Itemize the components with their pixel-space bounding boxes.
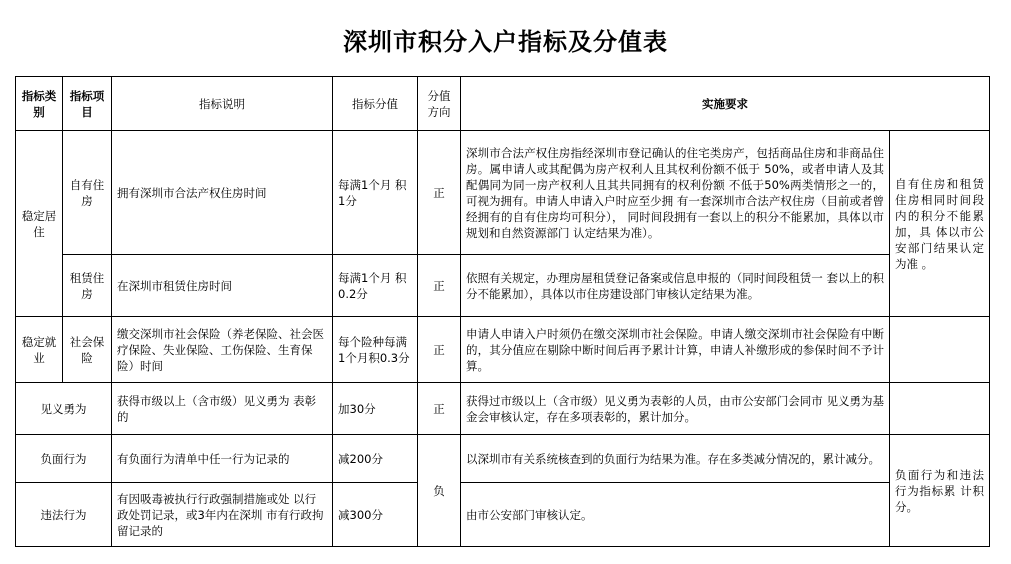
description-social-insurance: 缴交深圳市社会保险（养老保险、社会医疗保险、失业保险、工伤保险、生育保险）时间 <box>112 317 333 383</box>
table-row <box>16 131 990 255</box>
score-table <box>15 76 990 547</box>
direction-own-house: 正 <box>418 131 461 255</box>
item-own-house: 自有住房 <box>63 131 112 255</box>
blank-cell <box>890 317 990 383</box>
requirement-illegal: 由市公安部门审核认定。 <box>461 483 890 547</box>
group-stable-employment: 稳定就业 <box>16 317 63 383</box>
blank-cell <box>890 383 990 435</box>
direction-rent-house: 正 <box>418 255 461 317</box>
score-negative: 减200分 <box>333 435 418 483</box>
negative-note: 负面行为和违法行为指标累 计积分。 <box>890 435 990 547</box>
group-stable-residence: 稳定居住 <box>16 131 63 317</box>
score-bravery: 加30分 <box>333 383 418 435</box>
score-illegal: 减300分 <box>333 483 418 547</box>
item-rent-house: 租赁住房 <box>63 255 112 317</box>
page-title: 深圳市积分入户指标及分值表 <box>343 27 668 56</box>
direction-bravery: 正 <box>418 383 461 435</box>
description-negative: 有负面行为清单中任一行为记录的 <box>112 435 333 483</box>
description-own-house: 拥有深圳市合法产权住房时间 <box>112 131 333 255</box>
header-description: 指标说明 <box>112 77 333 131</box>
table-row <box>16 383 990 435</box>
score-own-house: 每满1个月 积1分 <box>333 131 418 255</box>
requirement-bravery: 获得过市级以上（含市级）见义勇为表彰的人员，由市公安部门会同市 见义勇为基金会审核认定，存在多项表彰的，累计加分。 <box>461 383 890 435</box>
requirement-own-house: 深圳市合法产权住房指经深圳市登记确认的住宅类房产，包括商品住房和非商品住房。属申请人或其配偶为房产权利人且其权利份额不低于 50%，或者申请人及其配偶同为同一房产权利人且其共同拥有的权利份额 不低于50%两类情形之一的，可视为拥有。申请人申请入户时应至少拥 有一套深圳市合法产权住房（目前或者曾经拥有的自有住房均可积分）， 同时间段拥有一套以上的积分不能累加，具体以市规划和自然资源部门 认定结果为准）。 <box>461 131 890 255</box>
requirement-rent-house: 依照有关规定，办理房屋租赁登记备案或信息申报的（同时间段租赁一 套以上的积分不能累加），具体以市住房建设部门审核认定结果为准。 <box>461 255 890 317</box>
item-social-insurance: 社会保险 <box>63 317 112 383</box>
score-rent-house: 每满1个月 积0.2分 <box>333 255 418 317</box>
header-requirement: 实施要求 <box>461 77 990 131</box>
header-direction: 分值方向 <box>418 77 461 131</box>
header-score: 指标分值 <box>333 77 418 131</box>
header-row <box>16 77 990 131</box>
item-bravery: 见义勇为 <box>16 383 112 435</box>
table-row <box>16 255 990 317</box>
description-bravery: 获得市级以上（含市级）见义勇为 表彰的 <box>112 383 333 435</box>
direction-negative: 负 <box>418 435 461 547</box>
header-item: 指标项目 <box>63 77 112 131</box>
table-row <box>16 435 990 483</box>
item-negative: 负面行为 <box>16 435 112 483</box>
description-rent-house: 在深圳市租赁住房时间 <box>112 255 333 317</box>
table-row <box>16 483 990 547</box>
housing-note: 自有住房和租赁住房相同时间段内的积分不能累加，具 体以市公安部门结果认定为准 。 <box>890 131 990 317</box>
header-category: 指标类别 <box>16 77 63 131</box>
table-row <box>16 317 990 383</box>
requirement-negative: 以深圳市有关系统核查到的负面行为结果为准。存在多类减分情况的，累计减分。 <box>461 435 890 483</box>
description-illegal: 有因吸毒被执行行政强制措施或处 以行政处罚记录，或3年内在深圳 市有行政拘留记录的 <box>112 483 333 547</box>
requirement-social-insurance: 申请人申请入户时须仍在缴交深圳市社会保险。申请人缴交深圳市社会保险有中断的，其分值应在剔除中断时间后再予累计计算，申请人补缴形成的参保时间不予计算。 <box>461 317 890 383</box>
direction-social-insurance: 正 <box>418 317 461 383</box>
item-illegal: 违法行为 <box>16 483 112 547</box>
score-social-insurance: 每个险种每满1个月积0.3分 <box>333 317 418 383</box>
